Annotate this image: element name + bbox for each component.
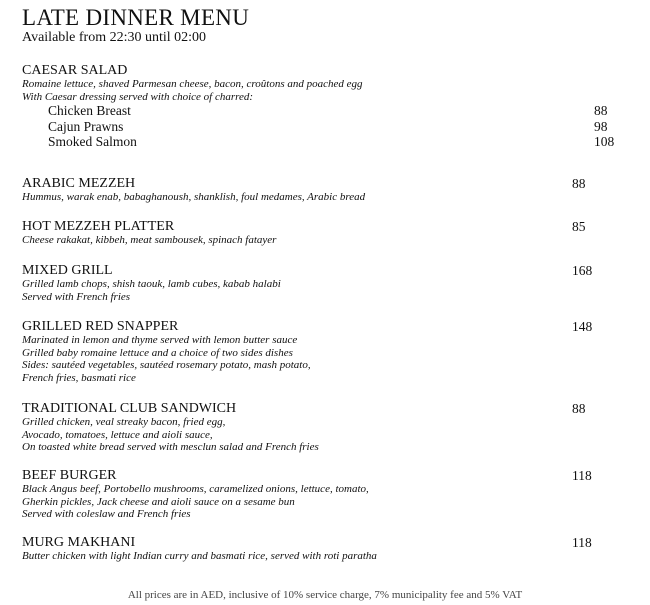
- item-price: 118: [572, 535, 592, 550]
- item-description-line: Sides: sautéed vegetables, sautéed rosemary potato, mash potato,: [22, 359, 311, 372]
- item-description-line: On toasted white bread served with mesclun salad and French fries: [22, 441, 319, 454]
- item-description-line: Marinated in lemon and thyme served with lemon butter sauce: [22, 334, 298, 346]
- menu-item-caesar-salad: [22, 63, 615, 150]
- item-price: 168: [572, 263, 593, 278]
- option-label: Chicken Breast: [48, 103, 131, 119]
- item-description-line: Served with coleslaw and French fries: [22, 508, 191, 521]
- item-description-line: Butter chicken with light Indian curry and basmati rice, served with roti paratha: [22, 550, 377, 562]
- item-name: BEEF BURGER: [22, 468, 117, 483]
- menu-item: [22, 219, 602, 247]
- option-row: [48, 134, 615, 150]
- option-price: 108: [594, 134, 615, 150]
- item-description-line: Grilled lamb chops, shish taouk, lamb cubes, kabab halabi: [22, 278, 281, 290]
- item-name: MURG MAKHANI: [22, 535, 136, 550]
- item-name: HOT MEZZEH PLATTER: [22, 219, 175, 234]
- item-price: 88: [572, 176, 586, 191]
- item-description-line: With Caesar dressing served with choice of charred:: [22, 90, 254, 103]
- option-row: [48, 118, 608, 135]
- menu-title: LATE DINNER MENU: [22, 5, 250, 30]
- menu-item: [22, 468, 602, 521]
- item-price: 88: [572, 401, 586, 416]
- item-description-line: Served with French fries: [22, 290, 131, 303]
- item-description-line: Black Angus beef, Portobello mushrooms, caramelized onions, lettuce, tomato,: [22, 483, 369, 495]
- item-name: MIXED GRILL: [22, 263, 113, 278]
- option-label: Cajun Prawns: [48, 118, 124, 134]
- item-name: CAESAR SALAD: [22, 63, 128, 78]
- item-description-line: Grilled chicken, veal streaky bacon, fried egg,: [22, 416, 226, 428]
- menu-item: [22, 319, 602, 385]
- menu-item: [22, 176, 602, 204]
- item-description-line: French fries, basmati rice: [22, 372, 136, 385]
- item-price: 85: [572, 219, 586, 234]
- item-price: 148: [572, 319, 593, 334]
- item-name: TRADITIONAL CLUB SANDWICH: [22, 401, 237, 416]
- menu-availability: Available from 22:30 until 02:00: [22, 30, 207, 45]
- menu-item: [22, 263, 602, 303]
- item-name: ARABIC MEZZEH: [22, 176, 136, 191]
- option-price: 98: [594, 118, 608, 134]
- option-list: [48, 103, 615, 150]
- menu-item: [22, 535, 602, 563]
- price-disclaimer: All prices are in AED, inclusive of 10% service charge, 7% municipality fee and 5% VAT: [127, 589, 523, 601]
- menu-item: [22, 401, 602, 454]
- option-price: 88: [594, 103, 608, 119]
- item-description-line: Hummus, warak enab, babaghanoush, shanklish, foul medames, Arabic bread: [22, 191, 366, 203]
- item-description-line: Grilled baby romaine lettuce and a choice of two sides dishes: [22, 346, 293, 359]
- item-name: GRILLED RED SNAPPER: [22, 319, 179, 334]
- option-label: Smoked Salmon: [48, 134, 137, 150]
- item-price: 118: [572, 468, 592, 483]
- item-description-line: Gherkin pickles, Jack cheese and aioli sauce on a sesame bun: [22, 495, 295, 508]
- item-description-line: Avocado, tomatoes, lettuce and aioli sauce,: [22, 428, 213, 441]
- item-description-line: Cheese rakakat, kibbeh, meat sambousek, spinach fatayer: [22, 234, 277, 246]
- item-description-line: Romaine lettuce, shaved Parmesan cheese, bacon, croûtons and poached egg: [22, 78, 363, 90]
- option-row: [48, 103, 608, 119]
